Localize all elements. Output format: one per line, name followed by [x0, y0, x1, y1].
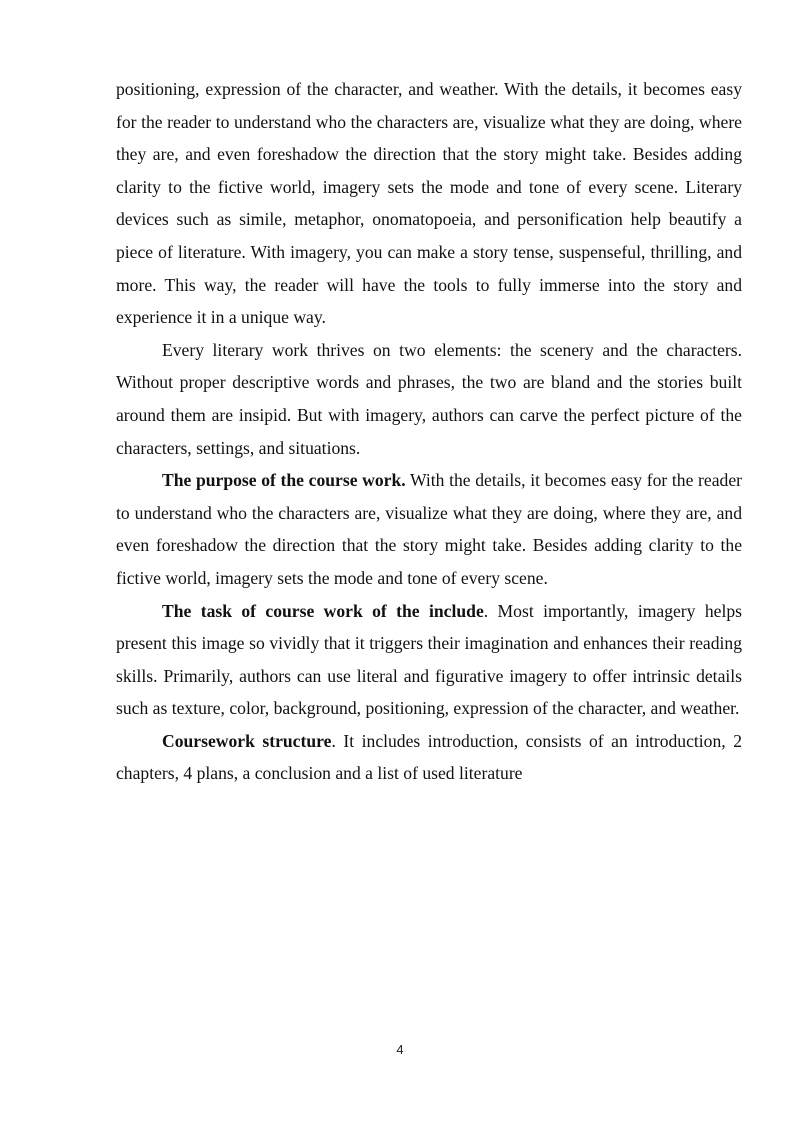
paragraph-text: . It includes introduction, consists of an introduction, 2 chapters, 4 plans, a conclusion and a list of used literature [116, 730, 742, 784]
paragraph-text: With the details, it becomes easy for the reader to understand who the characters are, visualize what they are doing, where they are, and even foreshadow the direction that the story might take. Besides adding clarity to the fictive world, imagery sets the mode and tone of every scene. [116, 470, 742, 588]
paragraph-continued-imagery [116, 73, 742, 334]
paragraph-literary-elements [116, 334, 742, 464]
paragraph-text: Every literary work thrives on two elements: the scenery and the characters. Without proper descriptive words and phrases, the two are bland and the stories built around them are insipid. But with imagery, authors can carve the perfect picture of the characters, settings, and situations. [116, 339, 742, 458]
paragraph-heading-purpose: The purpose of the course work. [162, 470, 406, 491]
document-body [116, 73, 742, 790]
paragraph-structure [116, 725, 742, 790]
paragraph-heading-structure: Coursework structure [162, 730, 332, 751]
page-number: 4 [396, 1042, 404, 1057]
paragraph-task [116, 595, 742, 725]
paragraph-heading-task: The task of course work of the include [162, 600, 484, 621]
paragraph-purpose [116, 464, 742, 594]
paragraph-text: . Most importantly, imagery helps present this image so vividly that it triggers their imagination and enhances their reading skills. Primarily, authors can use literal and figurative imagery to offer intrinsic details such as texture, color, background, positioning, expression of the character, and weather. [116, 600, 742, 719]
paragraph-text: positioning, expression of the character, and weather. With the details, it becomes easy for the reader to understand who the characters are, visualize what they are doing, where they are, and even foreshadow the direction that the story might take. Besides adding clarity to the fictive world, imagery sets the mode and tone of every scene. Literary devices such as simile, metaphor, onomatopoeia, and personification help beautify a piece of literature. With imagery, you can make a story tense, suspenseful, thrilling, and more. This way, the reader will have the tools to fully immerse into the story and experience it in a unique way. [116, 79, 742, 328]
